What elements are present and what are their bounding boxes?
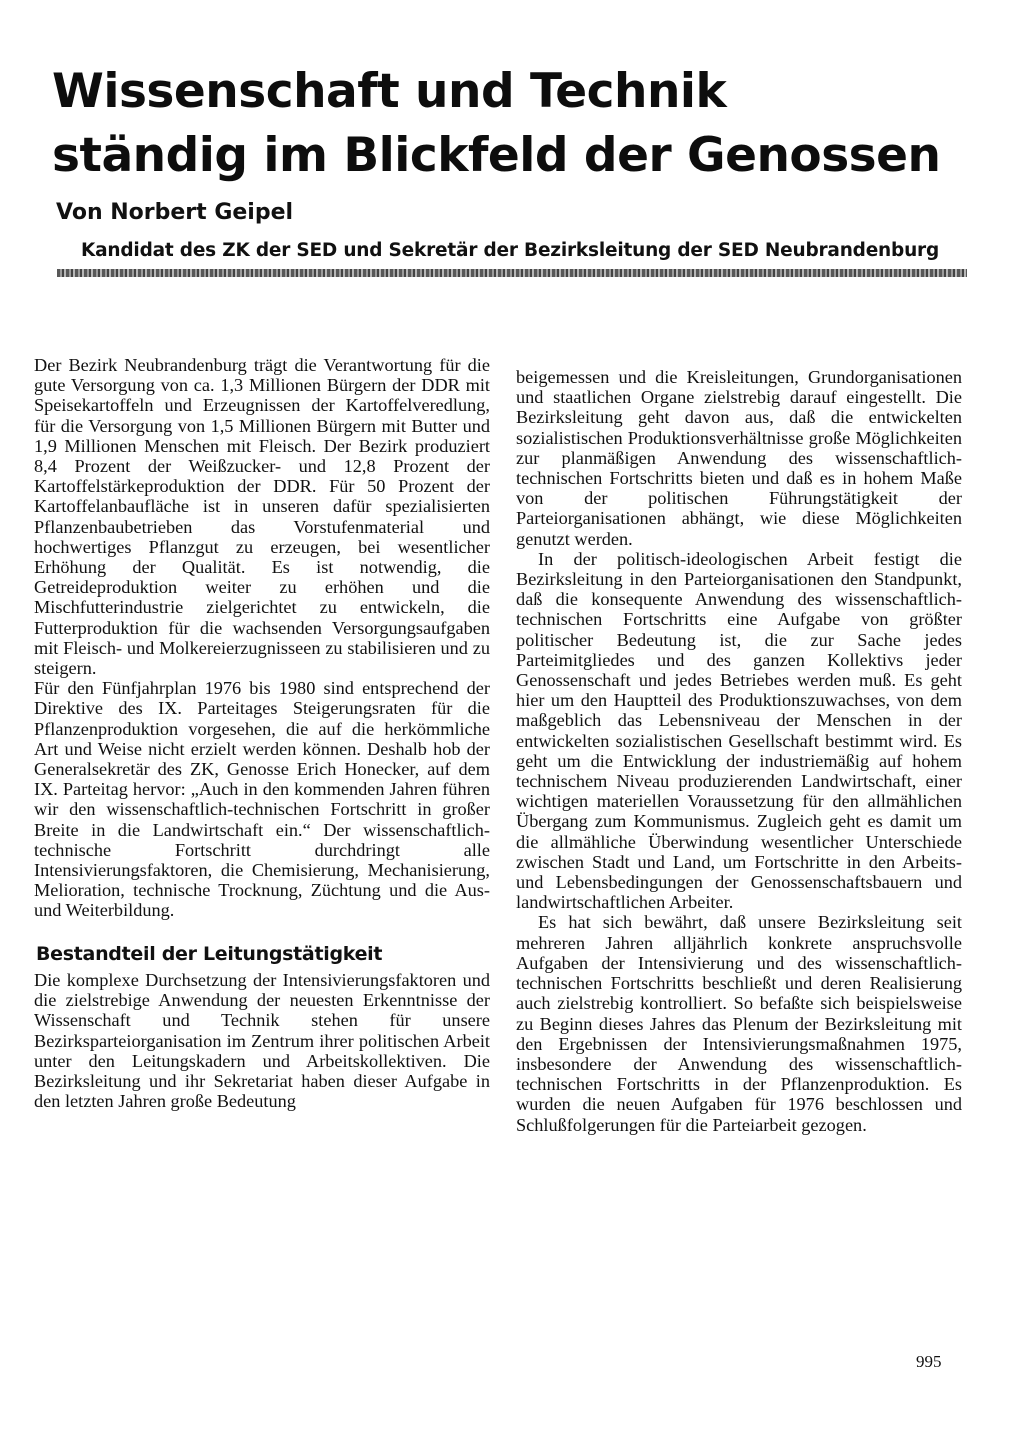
author-role: Kandidat des ZK der SED und Sekretär der Bezirksleitung der SED Neubrandenburg	[81, 240, 940, 261]
right-column	[516, 367, 962, 1135]
left-column	[34, 355, 490, 1111]
section-heading: Bestandteil der Leitungstätigkeit	[36, 942, 383, 965]
title-divider	[57, 269, 967, 277]
article-title	[52, 60, 952, 188]
paragraph: Der Bezirk Neubrandenburg trägt die Verantwortung für die gute Versorgung von ca. 1,3 Millionen Bürgern der DDR mit Speisekartoffeln und Erzeugnissen der Kartoffelveredlung, für die Versorgung von 1,5 Millionen Bürgern mit Butter und 1,9 Millionen Menschen mit Fleisch. Der Bezirk produziert 8,4 Prozent der Weißzucker- und 12,8 Prozent der Kartoffelstärkeproduktion der DDR. Für 50 Prozent der Kartoffelanbaufläche ist in unseren dafür spezialisierten Pflanzenbaubetrieben das Vorstufenmaterial und hochwertiges Pflanzgut zu erzeugen, bei wesentlicher Erhöhung der Qualität. Es ist notwendig, die Getreideproduktion weiter zu erhöhen und die Mischfutterindustrie zielgerichtet zu entwickeln, die Futterproduktion für die wachsenden Versorgungsaufgaben mit Fleisch- und Molkereierzugnisseen zu stabilisieren und zu steigern.	[34, 355, 490, 679]
author-byline: Von Norbert Geipel	[56, 200, 294, 225]
paragraph: Die komplexe Durchsetzung der Intensivierungsfaktoren und die zielstrebige Anwendung der neuesten Erkenntnisse der Wissenschaft und Technik stehen für unsere Bezirksparteiorganisation im Zentrum ihrer politischen Arbeit unter den Leitungskadern und Arbeitskollektiven. Die Bezirksleitung und ihr Sekretariat haben dieser Aufgabe in den letzten Jahren große Bedeutung	[34, 969, 490, 1112]
title-line-1: Wissenschaft und Technik	[52, 64, 727, 119]
page-number: 995	[916, 1352, 942, 1371]
paragraph: Es hat sich bewährt, daß unsere Bezirksleitung seit mehreren Jahren alljährlich konkrete anspruchsvolle Aufgaben der Intensivierung und des wissenschaftlich-technischen Fortschritts beschließt und deren Realisierung auch zielstrebig kontrolliert. So befaßte sich beispielsweise zu Beginn dieses Jahres das Plenum der Bezirksleitung mit den Ergebnissen der Intensivierungsmaßnahmen 1975, insbesondere der Anwendung des wissenschaftlich-technischen Fortschritts in der Pflanzenproduktion. Es wurden die neuen Aufgaben für 1976 beschlossen und Schlußfolgerungen für die Parteiarbeit gezogen.	[516, 912, 962, 1135]
paragraph: beigemessen und die Kreisleitungen, Grundorganisationen und staatlichen Organe zielstrebig darauf eingestellt. Die Bezirksleitung geht davon aus, daß die entwickelten sozialistischen Produktionsverhältnisse große Möglichkeiten zur planmäßigen Anwendung des wissenschaftlich-technischen Fortschritts bieten und daß es in hohem Maße von der politischen Führungstätigkeit der Parteiorganisationen abhängt, wie diese Möglichkeiten genutzt werden.	[516, 367, 962, 549]
paragraph: In der politisch-ideologischen Arbeit festigt die Bezirksleitung in den Parteiorganisationen den Standpunkt, daß die konsequente Anwendung des wissenschaftlich-technischen Fortschritts eine Aufgabe von größter politischer Bedeutung ist, die zur Sache jedes Parteimitgliedes und des ganzen Kollektivs jeder Genossenschaft und jedes Betriebes werden muß. Es geht hier um den Hauptteil des Produktionszuwachses, von dem maßgeblich das Lebensniveau der Menschen in der entwickelten sozialistischen Gesellschaft bestimmt wird. Es geht um die Entwicklung der industriemäßig auf hohem technischem Niveau produzierenden Landwirtschaft, einer wichtigen materiellen Voraussetzung für den allmählichen Übergang zum Kommunismus. Zugleich geht es damit um die allmähliche Überwindung wesentlicher Unterschiede zwischen Stadt und Land, um Fortschritte in den Arbeits- und Lebensbedingungen der Genossenschaftsbauern und landwirtschaftlichen Arbeiter.	[516, 548, 962, 913]
paragraph: Für den Fünfjahrplan 1976 bis 1980 sind entsprechend der Direktive des IX. Parteitages Steigerungsraten für die Pflanzenproduktion vorgesehen, die auf die herkömmliche Art und Weise nicht erzielt werden können. Deshalb hob der Generalsekretär des ZK, Genosse Erich Honecker, auf dem IX. Parteitag hervor: „Auch in den kommenden Jahren führen wir den wissenschaftlich-technischen Fortschritt in großer Breite in die Landwirtschaft ein.“ Der wissenschaftlich-technische Fortschritt durchdringt alle Intensivierungsfaktoren, die Chemisierung, Mechanisierung, Melioration, technische Trocknung, Züchtung und die Aus- und Weiterbildung.	[34, 678, 490, 921]
title-line-2: ständig im Blickfeld der Genossen	[52, 128, 941, 183]
